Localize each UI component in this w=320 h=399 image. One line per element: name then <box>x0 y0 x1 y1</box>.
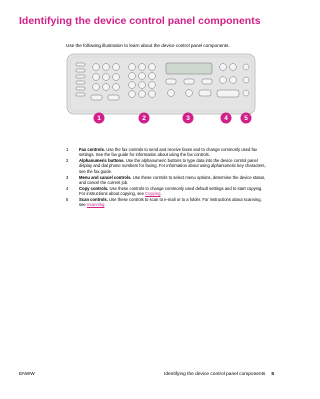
scan-controls <box>243 64 249 96</box>
callout-1 <box>94 113 105 124</box>
item-description: Use these controls to scan to e-mail or to a folder. For instructions about scanning, see <box>79 197 262 208</box>
page-number: 5 <box>271 372 274 377</box>
item-number: 1 <box>66 147 69 152</box>
item-term: Menu and cancel controls. <box>79 174 132 180</box>
item-description-end: . <box>104 202 106 208</box>
component-list <box>66 147 266 208</box>
copying-link[interactable]: Copying <box>145 191 161 197</box>
item-term: Scan controls. <box>79 197 108 203</box>
item-description: Use the fax controls to send and receive faxes and to change commonly used fax settings. See the fax guide for information about using the fax controls. <box>79 147 258 158</box>
item-number: 2 <box>66 158 69 164</box>
callout-5 <box>241 113 252 124</box>
item-number: 3 <box>66 174 69 180</box>
callout-4-label: 4 <box>224 115 228 123</box>
item-description: Use the alphanumeric buttons to type data into the device control panel display and dial phone numbers for faxing. For information about using alphanumeric key characters, see the fax guide. <box>79 158 266 174</box>
list-item <box>66 186 266 197</box>
scanning-link[interactable]: Scanning <box>86 202 105 208</box>
control-panel-illustration <box>66 53 256 128</box>
callout-3 <box>183 113 194 124</box>
item-number: 4 <box>66 185 69 191</box>
list-item <box>66 147 266 158</box>
item-description: Use these controls to change commonly used default settings and to start copying. For instructions about copying, see <box>79 185 263 197</box>
list-item <box>66 175 266 186</box>
list-item <box>66 197 266 208</box>
item-term: Alphanumeric buttons. <box>79 158 125 164</box>
item-term: Fax controls. <box>79 147 106 152</box>
callout-1-label: 1 <box>97 115 101 123</box>
item-description: Use these controls to select menu options, determine the device status, and cancel the current job. <box>79 174 266 185</box>
callout-5-label: 5 <box>244 115 248 123</box>
footer-left: ENWW <box>19 372 35 377</box>
menu-controls <box>166 63 212 96</box>
item-term: Copy controls. <box>79 185 109 191</box>
page-title: Identifying the device control panel components <box>19 15 261 27</box>
list-item <box>66 158 266 174</box>
item-number: 5 <box>66 197 69 203</box>
callout-2 <box>139 113 150 124</box>
intro-text: Use the following illustration to learn about the device control panel components. <box>66 43 230 48</box>
callout-3-label: 3 <box>186 115 190 123</box>
footer-section-title: Identifying the device control panel components <box>163 372 266 377</box>
item-description-end: . <box>160 191 162 197</box>
footer-right <box>164 372 274 377</box>
callout-2-label: 2 <box>142 115 146 123</box>
callout-4 <box>221 113 232 124</box>
